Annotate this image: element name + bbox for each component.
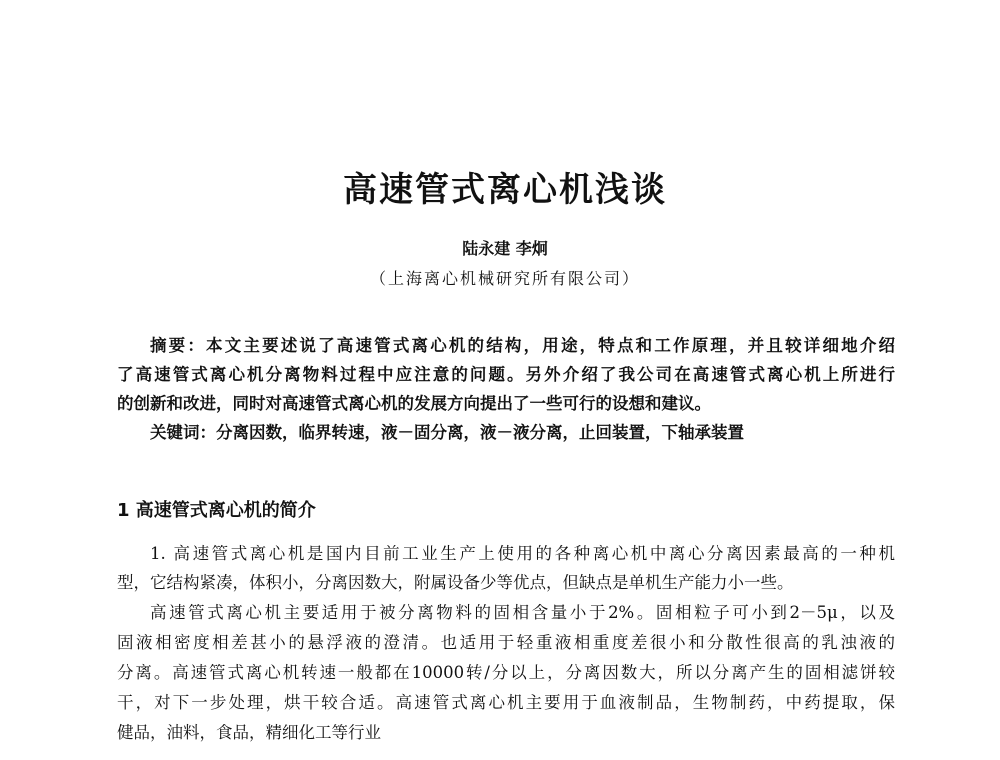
abstract-line: 摘要：本文主要述说了高速管式离心机的结构，用途，特点和工作原理，并且较详细地介绍 bbox=[150, 336, 895, 355]
paragraph-line: 健品，油料，食品，精细化工等行业 bbox=[117, 723, 381, 742]
paragraph-line: 型，它结构紧凑，体积小，分离因数大，附属设备少等优点，但缺点是单机生产能力小一些。 bbox=[117, 573, 794, 592]
section-heading: 1 高速管式离心机的简介 bbox=[117, 500, 316, 521]
document-title: 高速管式离心机浅谈 bbox=[343, 170, 667, 210]
abstract-line: 了高速管式离心机分离物料过程中应注意的问题。另外介绍了我公司在高速管式离心机上所进行 bbox=[117, 365, 895, 384]
paragraph-line: 干，对下一步处理，烘干较合适。高速管式离心机主要用于血液制品，生物制药，中药提取，保 bbox=[117, 693, 895, 712]
authors: 陆永建 李炯 bbox=[462, 239, 548, 258]
paragraph-line: 高速管式离心机主要适用于被分离物料的固相含量小于2%。固相粒子可小到2－5μ，以及 bbox=[150, 603, 895, 622]
affiliation: （上海离心机械研究所有限公司） bbox=[369, 269, 640, 288]
paragraph-line: 分离。高速管式离心机转速一般都在10000转/分以上，分离因数大，所以分离产生的固相滤饼较 bbox=[117, 663, 895, 682]
abstract-line: 的创新和改进，同时对高速管式离心机的发展方向提出了一些可行的设想和建议。 bbox=[117, 394, 711, 413]
paragraph-line: 1. 高速管式离心机是国内目前工业生产上使用的各种离心机中离心分离因素最高的一种机 bbox=[150, 544, 895, 563]
keywords: 关键词：分离因数，临界转速，液－固分离，液－液分离，止回装置，下轴承装置 bbox=[150, 423, 744, 442]
paragraph-line: 固液相密度相差甚小的悬浮液的澄清。也适用于轻重液相重度差很小和分散性很高的乳浊液的 bbox=[117, 633, 895, 652]
